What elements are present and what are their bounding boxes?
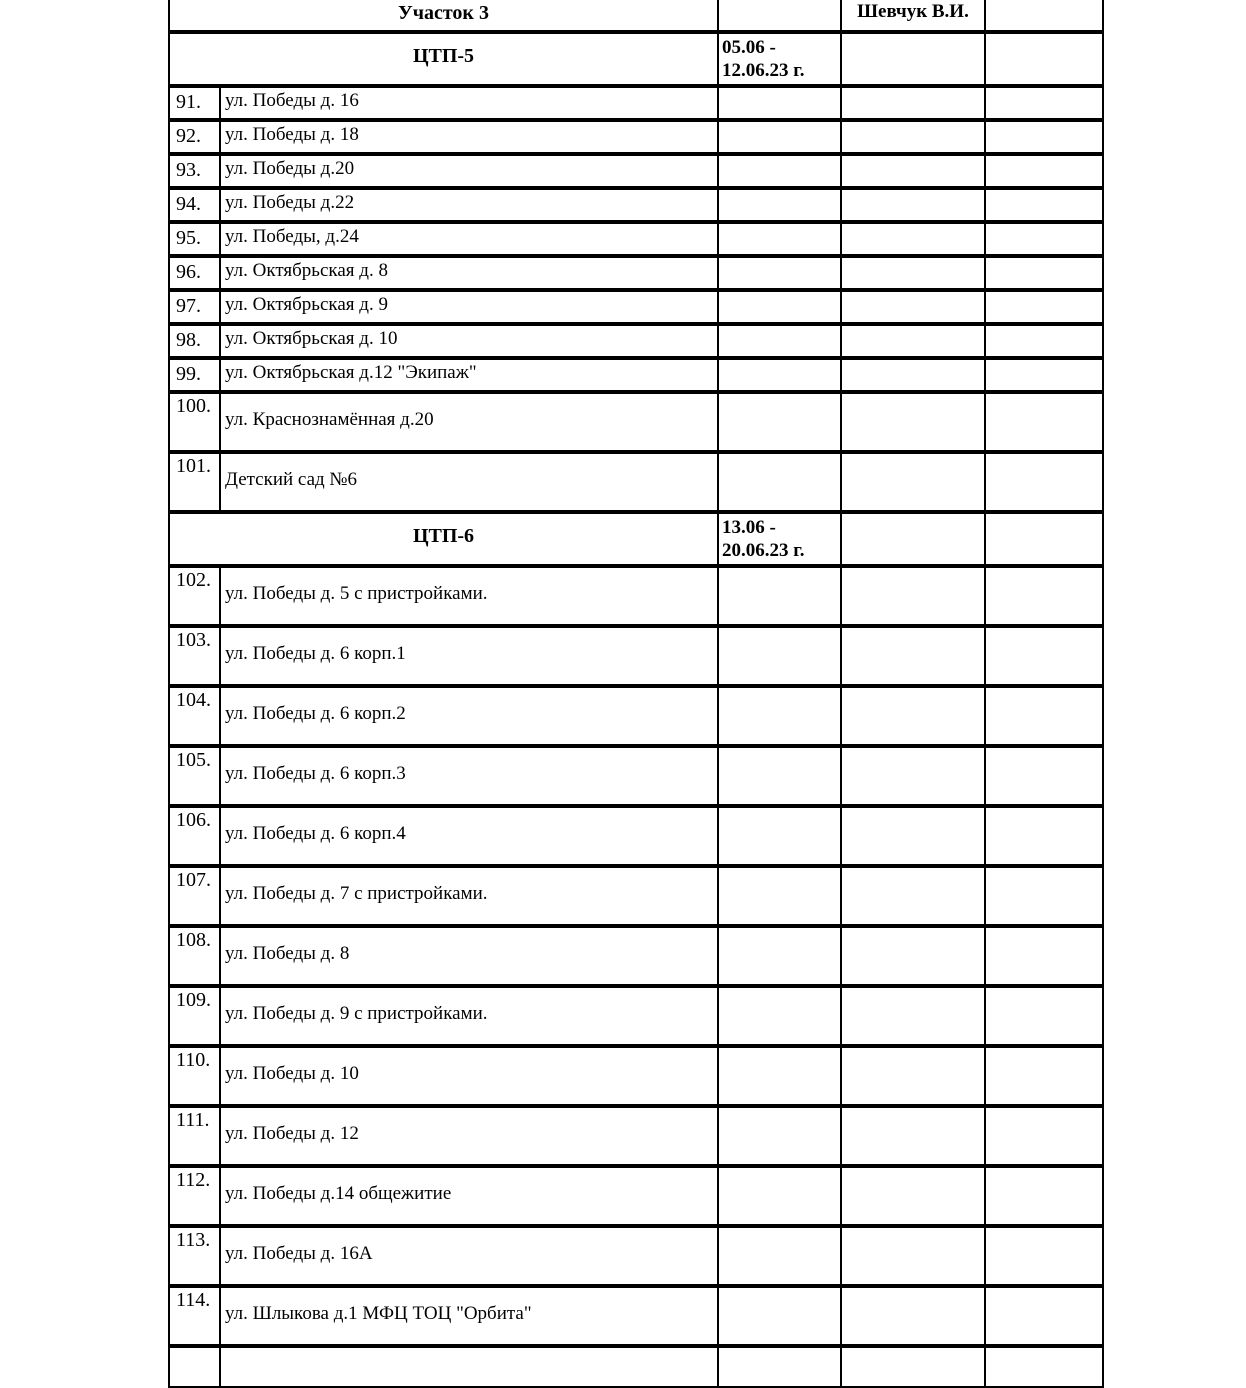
table-row	[170, 566, 1106, 626]
section-header-ctp6	[170, 512, 1106, 566]
row-number: 111.	[176, 1109, 210, 1131]
date-cell	[717, 1344, 842, 1388]
address-cell	[219, 220, 719, 258]
section-title: Участок 3	[398, 2, 489, 24]
date-cell	[717, 624, 842, 688]
responsible-cell	[840, 1044, 986, 1108]
table-row	[170, 1046, 1106, 1106]
address-cell	[219, 924, 719, 988]
row-number: 102.	[176, 569, 211, 591]
num-cell	[168, 624, 221, 688]
responsible-name: Шевчук В.И.	[857, 1, 969, 22]
row-number: 105.	[176, 749, 211, 771]
table-row	[170, 806, 1106, 866]
responsible-cell	[840, 84, 986, 122]
row-address: ул. Победы д.22	[225, 192, 355, 213]
address-cell	[219, 254, 719, 292]
row-number: 112.	[176, 1169, 211, 1191]
responsible-cell	[840, 1104, 986, 1168]
address-cell	[219, 152, 719, 190]
address-cell	[219, 1224, 719, 1288]
responsible-cell	[840, 564, 986, 628]
table-row	[170, 626, 1106, 686]
responsible-cell	[840, 390, 986, 454]
row-address: ул. Октябрьская д. 9	[225, 294, 388, 315]
row-number: 98.	[176, 329, 201, 351]
row-address: ул. Победы д. 6 корп.4	[225, 823, 406, 844]
row-address: ул. Шлыкова д.1 МФЦ ТОЦ "Орбита"	[225, 1303, 532, 1324]
table-row	[170, 358, 1106, 392]
table-row	[170, 154, 1106, 188]
row-address: ул. Октябрьская д.12 "Экипаж"	[225, 362, 477, 383]
row-number: 113.	[176, 1229, 211, 1251]
responsible-cell	[840, 356, 986, 394]
date-cell	[717, 1164, 842, 1228]
num-cell	[168, 804, 221, 868]
num-cell	[168, 390, 221, 454]
date-cell	[717, 564, 842, 628]
num-cell	[168, 118, 221, 156]
num-cell	[168, 288, 221, 326]
note-cell	[984, 1344, 1104, 1388]
date-cell	[717, 450, 842, 514]
section-header-ctp5	[170, 32, 1106, 86]
table-row	[170, 866, 1106, 926]
table-row	[170, 120, 1106, 154]
num-cell	[168, 450, 221, 514]
responsible-cell	[840, 1224, 986, 1288]
row-address: ул. Победы д. 8	[225, 943, 350, 964]
section-header-uchastok	[170, 0, 1106, 32]
table-row	[170, 986, 1106, 1046]
table-row	[170, 86, 1106, 120]
row-number: 93.	[176, 159, 201, 181]
note-cell	[984, 624, 1104, 688]
address-cell	[219, 984, 719, 1048]
responsible-cell	[840, 288, 986, 326]
responsible-cell	[840, 30, 986, 88]
address-cell	[219, 356, 719, 394]
row-number: 101.	[176, 455, 211, 477]
note-cell	[984, 322, 1104, 360]
responsible-cell	[840, 684, 986, 748]
note-cell	[984, 450, 1104, 514]
section-title: ЦТП-5	[412, 45, 475, 67]
date-cell	[717, 1284, 842, 1348]
responsible-cell	[840, 510, 986, 568]
date-cell	[717, 254, 842, 292]
responsible-cell	[840, 220, 986, 258]
num-cell	[168, 1164, 221, 1228]
row-address: ул. Победы д. 16	[225, 90, 359, 111]
period-dates	[722, 36, 805, 82]
date-cell	[717, 322, 842, 360]
row-address: ул. Краснознамённая д.20	[225, 409, 434, 430]
date-cell	[717, 118, 842, 156]
responsible-cell	[840, 984, 986, 1048]
address-cell	[219, 118, 719, 156]
row-number: 106.	[176, 809, 211, 831]
address-cell	[219, 1104, 719, 1168]
row-number: 91.	[176, 91, 201, 113]
row-number: 100.	[176, 395, 211, 417]
address-cell	[219, 322, 719, 360]
responsible-cell	[840, 0, 986, 34]
date-cell	[717, 152, 842, 190]
responsible-cell	[840, 118, 986, 156]
responsible-cell	[840, 744, 986, 808]
responsible-cell	[840, 1344, 986, 1388]
row-number: 110.	[176, 1049, 211, 1071]
note-cell	[984, 684, 1104, 748]
row-address: ул. Победы д. 7 с пристройками.	[225, 883, 488, 904]
row-address: ул. Победы д. 6 корп.2	[225, 703, 406, 724]
date-cell	[717, 864, 842, 928]
row-address: ул. Победы д. 9 с пристройками.	[225, 1003, 488, 1024]
num-cell	[168, 220, 221, 258]
note-cell	[984, 254, 1104, 292]
note-cell	[984, 1224, 1104, 1288]
section-title-cell	[168, 510, 719, 568]
period-cell	[717, 510, 842, 568]
responsible-cell	[840, 322, 986, 360]
note-cell	[984, 984, 1104, 1048]
row-address: Детский сад №6	[225, 469, 358, 490]
row-number: 99.	[176, 363, 201, 385]
date-cell	[717, 390, 842, 454]
address-cell	[219, 624, 719, 688]
date-cell	[717, 84, 842, 122]
note-cell	[984, 0, 1104, 34]
responsible-cell	[840, 804, 986, 868]
date-cell	[717, 744, 842, 808]
num-cell	[168, 1284, 221, 1348]
note-cell	[984, 186, 1104, 224]
note-cell	[984, 220, 1104, 258]
num-cell	[168, 864, 221, 928]
address-cell	[219, 288, 719, 326]
row-address: ул. Победы д. 5 с пристройками.	[225, 583, 488, 604]
num-cell	[168, 322, 221, 360]
responsible-cell	[840, 864, 986, 928]
period-end: 20.06.23 г.	[722, 540, 805, 561]
address-cell	[219, 1044, 719, 1108]
note-cell	[984, 744, 1104, 808]
schedule-table	[170, 0, 1106, 1350]
date-cell	[717, 1104, 842, 1168]
row-number: 96.	[176, 261, 201, 283]
table-row	[170, 1166, 1106, 1226]
num-cell	[168, 744, 221, 808]
table-row	[170, 256, 1106, 290]
row-number: 107.	[176, 869, 211, 891]
date-cell	[717, 804, 842, 868]
responsible-cell	[840, 1164, 986, 1228]
section-title-cell	[168, 30, 719, 88]
row-number: 114.	[176, 1289, 211, 1311]
date-cell	[717, 0, 842, 34]
table-row	[170, 746, 1106, 806]
period-start: 13.06 -	[722, 517, 776, 538]
table-row	[170, 926, 1106, 986]
period-cell	[717, 30, 842, 88]
responsible-cell	[840, 624, 986, 688]
row-address: ул. Победы д. 6 корп.3	[225, 763, 406, 784]
row-number: 103.	[176, 629, 211, 651]
note-cell	[984, 510, 1104, 568]
row-number: 95.	[176, 227, 201, 249]
num-cell	[168, 684, 221, 748]
num-cell	[168, 984, 221, 1048]
note-cell	[984, 84, 1104, 122]
row-address: ул. Победы д.14 общежитие	[225, 1183, 452, 1204]
date-cell	[717, 984, 842, 1048]
row-address: ул. Победы, д.24	[225, 226, 359, 247]
date-cell	[717, 1224, 842, 1288]
note-cell	[984, 1104, 1104, 1168]
responsible-cell	[840, 1284, 986, 1348]
table-row	[170, 188, 1106, 222]
note-cell	[984, 1284, 1104, 1348]
num-cell	[168, 84, 221, 122]
row-address: ул. Октябрьская д. 10	[225, 328, 398, 349]
address-cell	[219, 84, 719, 122]
date-cell	[717, 924, 842, 988]
responsible-cell	[840, 924, 986, 988]
table-row	[170, 686, 1106, 746]
row-number: 108.	[176, 929, 211, 951]
num-cell	[168, 1344, 221, 1388]
note-cell	[984, 564, 1104, 628]
address-cell	[219, 864, 719, 928]
row-number: 94.	[176, 193, 201, 215]
address-cell	[219, 1284, 719, 1348]
table-row	[170, 1346, 1106, 1386]
num-cell	[168, 1224, 221, 1288]
period-start: 05.06 -	[722, 37, 776, 58]
address-cell	[219, 450, 719, 514]
date-cell	[717, 1044, 842, 1108]
table-row	[170, 392, 1106, 452]
section-title: ЦТП-6	[412, 525, 475, 547]
row-address: ул. Победы д.20	[225, 158, 355, 179]
num-cell	[168, 1104, 221, 1168]
note-cell	[984, 804, 1104, 868]
responsible-cell	[840, 254, 986, 292]
note-cell	[984, 118, 1104, 156]
note-cell	[984, 356, 1104, 394]
date-cell	[717, 186, 842, 224]
note-cell	[984, 864, 1104, 928]
header-title-cell	[168, 0, 719, 34]
num-cell	[168, 564, 221, 628]
table-row	[170, 324, 1106, 358]
period-dates	[722, 516, 805, 562]
row-number: 104.	[176, 689, 211, 711]
note-cell	[984, 390, 1104, 454]
row-address: ул. Октябрьская д. 8	[225, 260, 388, 281]
responsible-cell	[840, 152, 986, 190]
row-address: ул. Победы д. 6 корп.1	[225, 643, 406, 664]
num-cell	[168, 186, 221, 224]
note-cell	[984, 152, 1104, 190]
address-cell	[219, 1164, 719, 1228]
row-address: ул. Победы д. 18	[225, 124, 359, 145]
table-row	[170, 1106, 1106, 1166]
period-end: 12.06.23 г.	[722, 60, 805, 81]
num-cell	[168, 254, 221, 292]
note-cell	[984, 1044, 1104, 1108]
num-cell	[168, 924, 221, 988]
row-number: 92.	[176, 125, 201, 147]
table-row	[170, 1286, 1106, 1346]
row-address: ул. Победы д. 12	[225, 1123, 359, 1144]
address-cell	[219, 1344, 719, 1388]
date-cell	[717, 220, 842, 258]
address-cell	[219, 804, 719, 868]
note-cell	[984, 1164, 1104, 1228]
address-cell	[219, 744, 719, 808]
date-cell	[717, 288, 842, 326]
note-cell	[984, 30, 1104, 88]
responsible-cell	[840, 186, 986, 224]
num-cell	[168, 356, 221, 394]
address-cell	[219, 186, 719, 224]
table-row	[170, 452, 1106, 512]
row-address: ул. Победы д. 10	[225, 1063, 359, 1084]
address-cell	[219, 390, 719, 454]
date-cell	[717, 684, 842, 748]
table-row	[170, 290, 1106, 324]
row-address: ул. Победы д. 16А	[225, 1243, 373, 1264]
address-cell	[219, 684, 719, 748]
note-cell	[984, 288, 1104, 326]
row-number: 109.	[176, 989, 211, 1011]
num-cell	[168, 1044, 221, 1108]
table-row	[170, 1226, 1106, 1286]
date-cell	[717, 356, 842, 394]
address-cell	[219, 564, 719, 628]
num-cell	[168, 152, 221, 190]
note-cell	[984, 924, 1104, 988]
responsible-cell	[840, 450, 986, 514]
row-number: 97.	[176, 295, 201, 317]
table-row	[170, 222, 1106, 256]
